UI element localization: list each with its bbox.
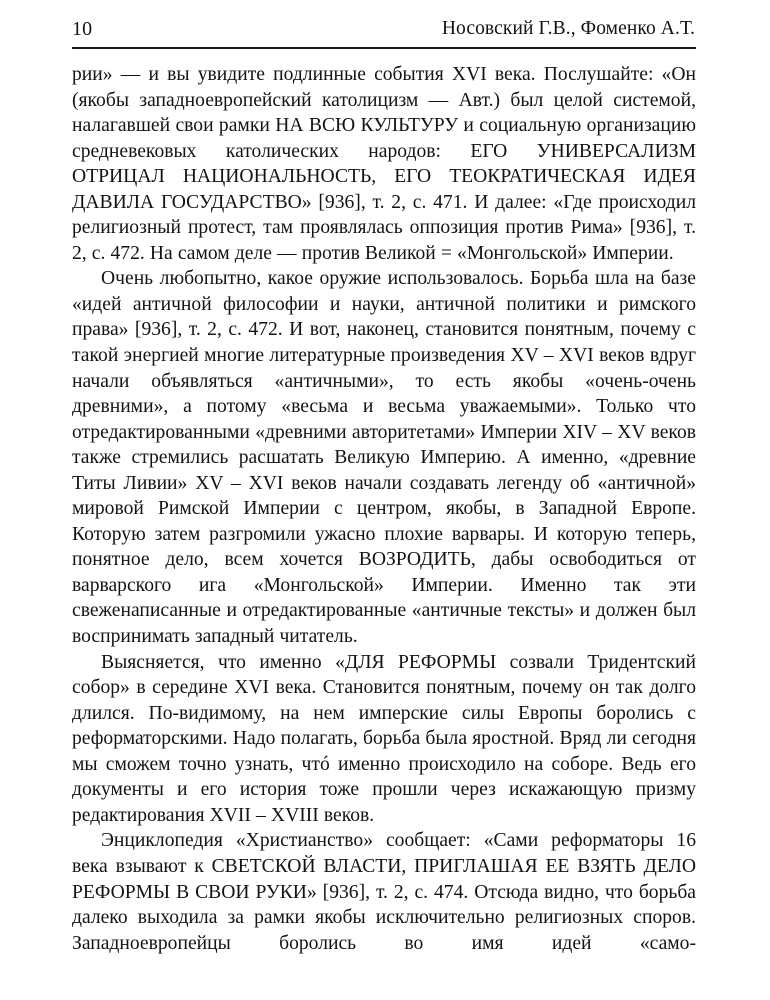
paragraph-3: Выясняется, что именно «ДЛЯ РЕФОРМЫ созвали Тридентский собор» в середине XVI века. Становится понятным, почему он так долго длился. По-видимому, на нем имперские силы Европы боролись с реформаторскими. Надо полагать, борьба была яростной. Вряд ли сегодня мы сможем точно узнать, чтó именно происходило на соборе. Ведь его документы и его история тоже прошли через искажающую призму редактирования XVII – XVIII веков.	[72, 651, 696, 826]
body-text	[72, 62, 696, 956]
running-head-authors: Носовский Г.В., Фоменко А.Т.	[441, 18, 695, 39]
running-head	[72, 17, 695, 47]
paragraph-1: рии» — и вы увидите подлинные события XVI века. Послушайте: «Он (якобы западноевропейский католицизм — Авт.) был целой системой, налагавшей свои рамки НА ВСЮ КУЛЬТУРУ и социальную организацию средневековых католических народов: ЕГО УНИВЕРСАЛИЗМ ОТРИЦАЛ НАЦИОНАЛЬНОСТЬ, ЕГО ТЕОКРАТИЧЕСКАЯ ИДЕЯ ДАВИЛА ГОСУДАРСТВО» [936], т. 2, с. 471. И далее: «Где происходил религиозный протест, там проявлялась оппозиция против Рима» [936], т. 2, с. 472. На самом деле — против Великой = «Монгольской» Империи.	[72, 64, 696, 264]
paragraph-4: Энциклопедия «Христианство» сообщает: «Сами реформаторы 16 века взывают к СВЕТСКОЙ ВЛАСТИ, ПРИГЛАШАЯ ЕЕ ВЗЯТЬ ДЕЛО РЕФОРМЫ В СВОИ РУКИ» [936], т. 2, с. 474. Отсюда видно, что борьба далеко выходила за рамки якобы исключительно религиозных споров. Западноевропейцы боролись во имя идей «само-	[72, 830, 696, 954]
page-number: 10	[72, 18, 93, 40]
header-rule	[72, 47, 696, 49]
paragraph-2: Очень любопытно, какое оружие использовалось. Борьба шла на базе «идей античной философии и науки, античной политики и римского права» [936], т. 2, с. 472. И вот, наконец, становится понятным, почему с такой энергией многие литературные произведения XV – XVI веков вдруг начали объявляться «античными», то есть якобы «очень-очень древними», а потому «весьма и весьма уважаемыми». Только что отредактированными «древними авторитетами» Империи XIV – XV веков также стремились расшатать Великую Империю. А именно, «древние Титы Ливии» XV – XVI веков начали создавать легенду об «античной» мировой Римской Империи с центром, якобы, в Западной Европе. Которую затем разгромили ужасно плохие варвары. И которую теперь, понятное дело, всем хочется ВОЗРОДИТЬ, дабы освободиться от варварского ига «Монгольской» Империи. Именно так эти свеженаписанные и отредактированные «античные тексты» и должен был воспринимать западный читатель.	[72, 268, 696, 648]
